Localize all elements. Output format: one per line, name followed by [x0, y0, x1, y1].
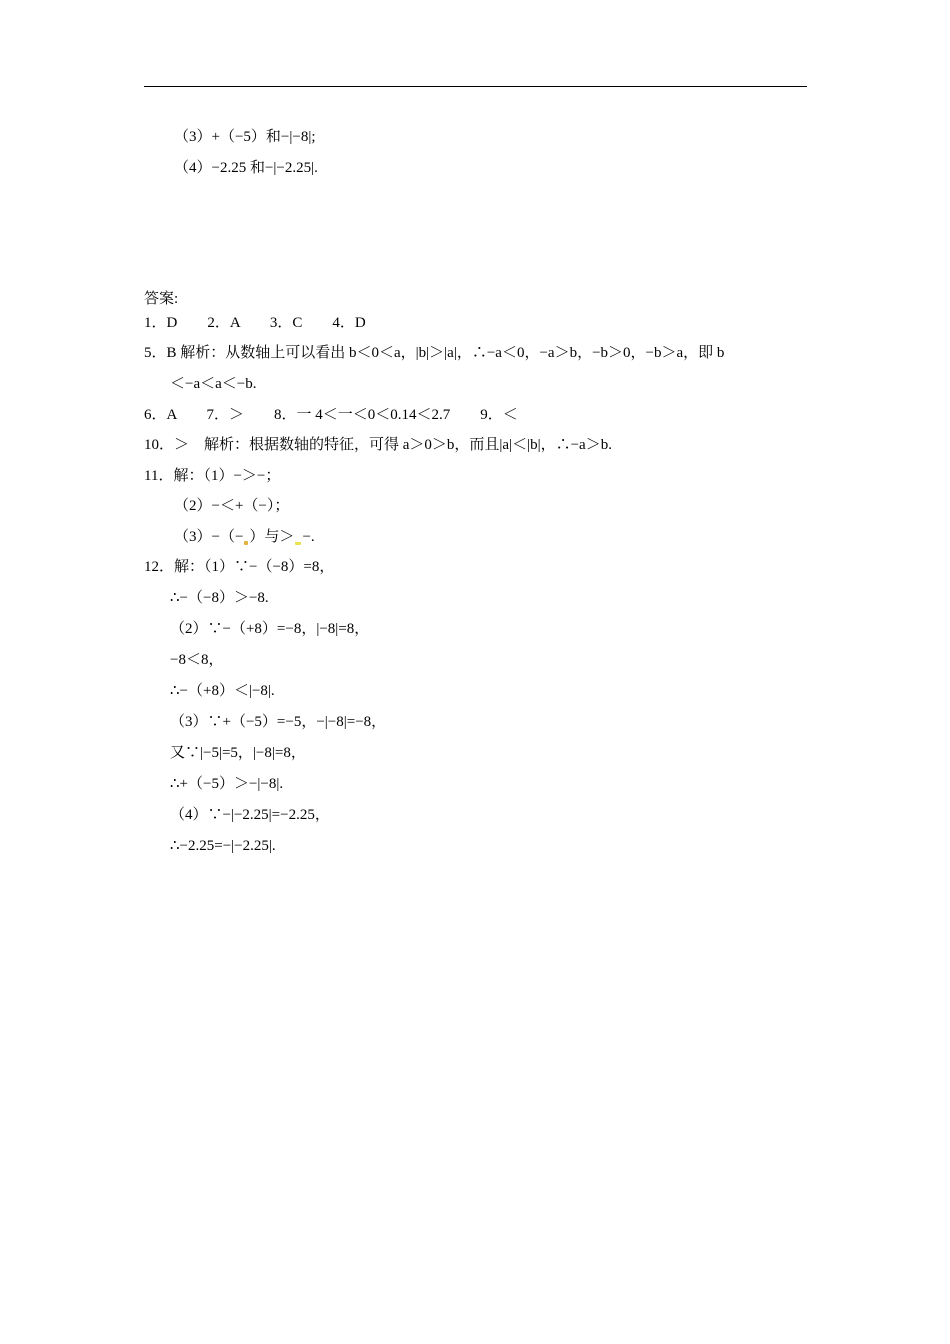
solution-line: ∴−（−8）＞−8. [170, 590, 269, 606]
answer-line-6-9: 6．A 7．＞ 8．一 4＜一＜0＜0.14＜2.7 9．＜ [144, 407, 518, 423]
highlight-mark [295, 542, 301, 545]
header-rule [144, 86, 807, 87]
highlight-mark [244, 541, 248, 545]
answer-line-1-4: 1．D 2．A 3．C 4．D [144, 315, 366, 331]
answer-11-part-3 [174, 527, 315, 547]
solution-line: （3）∵+（−5）=−5，−|−8|=−8， [170, 714, 387, 730]
solution-line: −8＜8， [170, 652, 224, 668]
answer-11-part-2: （2）−＜+（−）； [174, 498, 290, 514]
answer-line-5-cont: ＜−a＜a＜−b. [170, 376, 257, 392]
question-4: （4）−2.25 和−|−2.25|. [174, 160, 318, 176]
solution-line: ∴+（−5）＞−|−8|. [170, 776, 284, 792]
solution-line: （4）∵−|−2.25|=−2.25， [170, 807, 330, 823]
answer-11-part-3-c: −. [302, 529, 315, 545]
solution-line: ∴−（+8）＜|−8|. [170, 683, 275, 699]
answer-line-11: 11．解：（1）−＞−； [144, 468, 281, 484]
answer-11-part-3-b: ）与＞ [249, 529, 295, 545]
solution-line: ∴−2.25=−|−2.25|. [170, 838, 276, 854]
solution-line: （2）∵−（+8）=−8，|−8|=8， [170, 621, 370, 637]
answer-line-10: 10．＞ 解析：根据数轴的特征，可得 a＞0＞b，而且|a|＜|b|，∴−a＞b. [144, 437, 612, 453]
answer-line-12: 12．解：（1）∵−（−8）=8， [144, 559, 335, 575]
answer-line-5: 5．B 解析：从数轴上可以看出 b＜0＜a，|b|＞|a|，∴−a＜0，−a＞b，−b＞0，−b＞a，即 b [144, 345, 725, 361]
answer-11-part-3-a: （3）−（− [174, 529, 244, 545]
solution-line: 又∵|−5|=5，|−8|=8， [170, 745, 306, 761]
answers-heading: 答案: [144, 291, 179, 307]
question-3: （3）+（−5）和−|−8|; [174, 129, 316, 145]
